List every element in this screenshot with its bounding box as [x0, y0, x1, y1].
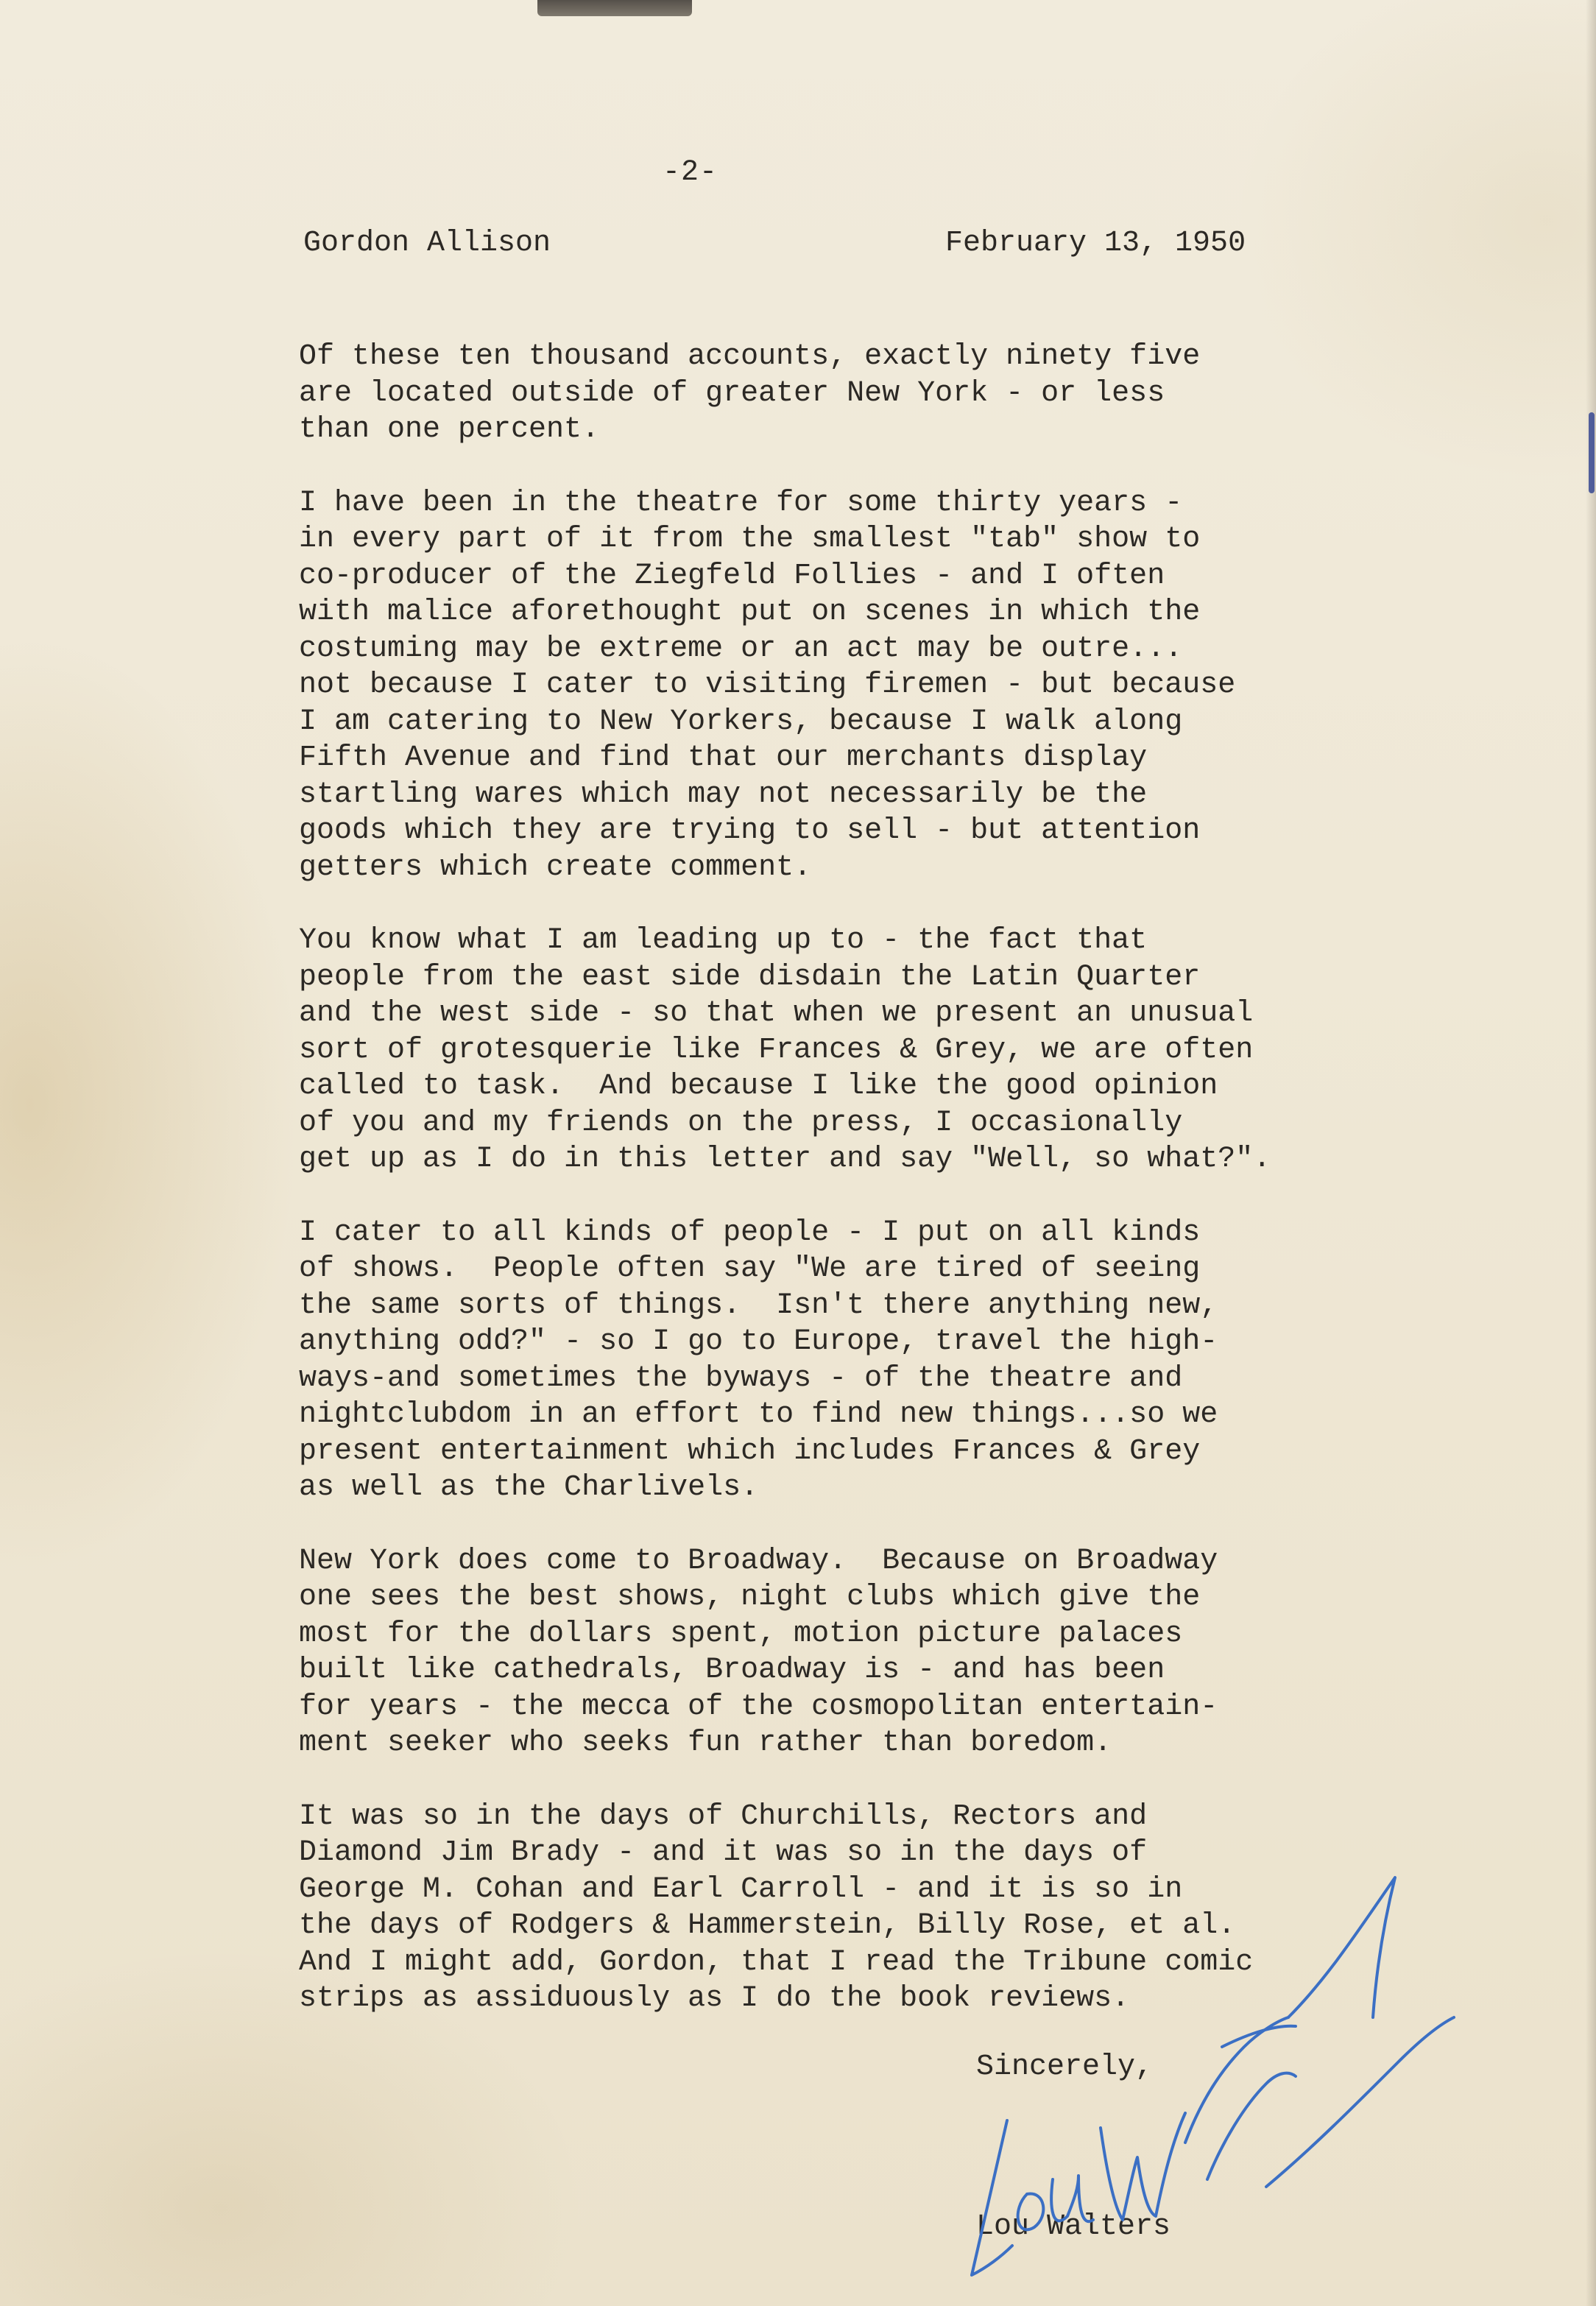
text-line: Fifth Avenue and find that our merchants display: [299, 741, 1148, 775]
text-line: Of these ten thousand accounts, exactly ninety five: [299, 340, 1201, 373]
text-line: called to task. And because I like the good opinion: [299, 1070, 1218, 1103]
text-line: for years - the mecca of the cosmopolitan entertain-: [299, 1690, 1218, 1724]
paper-clip-mark: [537, 0, 692, 16]
text-line: the same sorts of things. Isn't there anything new,: [299, 1288, 1218, 1322]
letter-date: February 13, 1950: [945, 227, 1246, 260]
text-line: one sees the best shows, night clubs which give the: [299, 1581, 1201, 1614]
text-line: of shows. People often say "We are tired of seeing: [299, 1252, 1201, 1286]
ink-mark-edge: [1589, 412, 1595, 493]
text-line: I have been in the theatre for some thirty years -: [299, 486, 1183, 520]
text-line: George M. Cohan and Earl Carroll - and it is so in: [299, 1872, 1183, 1906]
text-line: not because I cater to visiting firemen - but because: [299, 669, 1236, 702]
recipient-name: Gordon Allison: [303, 227, 551, 260]
text-line: getters which create comment.: [299, 850, 812, 884]
text-line: strips as assiduously as I do the book reviews.: [299, 1982, 1130, 2015]
text-line: and the west side - so that when we present an unusual: [299, 997, 1254, 1030]
text-line: ment seeker who seeks fun rather than boredom.: [299, 1727, 1112, 1760]
text-line: than one percent.: [299, 413, 600, 446]
text-line: New York does come to Broadway. Because on Broadway: [299, 1544, 1218, 1578]
text-line: goods which they are trying to sell - but attention: [299, 814, 1201, 847]
text-line: It was so in the days of Churchills, Rectors and: [299, 1799, 1148, 1833]
text-line: anything odd?" - so I go to Europe, travel the high-: [299, 1325, 1218, 1358]
paragraph: [299, 1215, 1315, 1506]
text-line: of you and my friends on the press, I occasionally: [299, 1106, 1183, 1140]
text-line: I cater to all kinds of people - I put on all kinds: [299, 1216, 1201, 1249]
text-line: I am catering to New Yorkers, because I walk along: [299, 705, 1183, 738]
text-line: Diamond Jim Brady - and it was so in the days of: [299, 1836, 1148, 1869]
page-edge-shadow: [1586, 0, 1596, 2306]
closing: Sincerely,: [976, 2051, 1154, 2084]
text-line: with malice aforethought put on scenes in which the: [299, 596, 1201, 629]
signer-name: Lou Walters: [976, 2210, 1171, 2243]
text-line: You know what I am leading up to - the fact that: [299, 924, 1148, 957]
text-line: built like cathedrals, Broadway is - and has been: [299, 1654, 1165, 1687]
handwritten-signature: [942, 1797, 1458, 2305]
paragraph: [299, 923, 1315, 1178]
text-line: startling wares which may not necessarily be the: [299, 778, 1148, 811]
text-line: co-producer of the Ziegfeld Follies - and I often: [299, 559, 1165, 593]
text-line: are located outside of greater New York - or less: [299, 376, 1165, 410]
paragraph: [299, 485, 1315, 886]
text-line: nightclubdom in an effort to find new things...so we: [299, 1398, 1218, 1431]
paragraph: [299, 339, 1315, 448]
text-line: the days of Rodgers & Hammerstein, Billy Rose, et al.: [299, 1909, 1236, 1942]
paragraph: [299, 1543, 1315, 1762]
text-line: as well as the Charlivels.: [299, 1471, 759, 1504]
text-line: present entertainment which includes Frances & Grey: [299, 1434, 1201, 1468]
text-line: ways-and sometimes the byways - of the theatre and: [299, 1361, 1183, 1395]
text-line: And I might add, Gordon, that I read the Tribune comic: [299, 1945, 1254, 1979]
text-line: get up as I do in this letter and say "Well, so what?".: [299, 1143, 1271, 1176]
text-line: people from the east side disdain the Latin Quarter: [299, 960, 1201, 994]
text-line: costuming may be extreme or an act may be outre...: [299, 632, 1183, 666]
text-line: in every part of it from the smallest "tab" show to: [299, 523, 1201, 556]
page-number: -2-: [663, 156, 718, 189]
text-line: most for the dollars spent, motion picture palaces: [299, 1617, 1183, 1651]
text-line: sort of grotesquerie like Frances & Grey, we are often: [299, 1033, 1254, 1067]
